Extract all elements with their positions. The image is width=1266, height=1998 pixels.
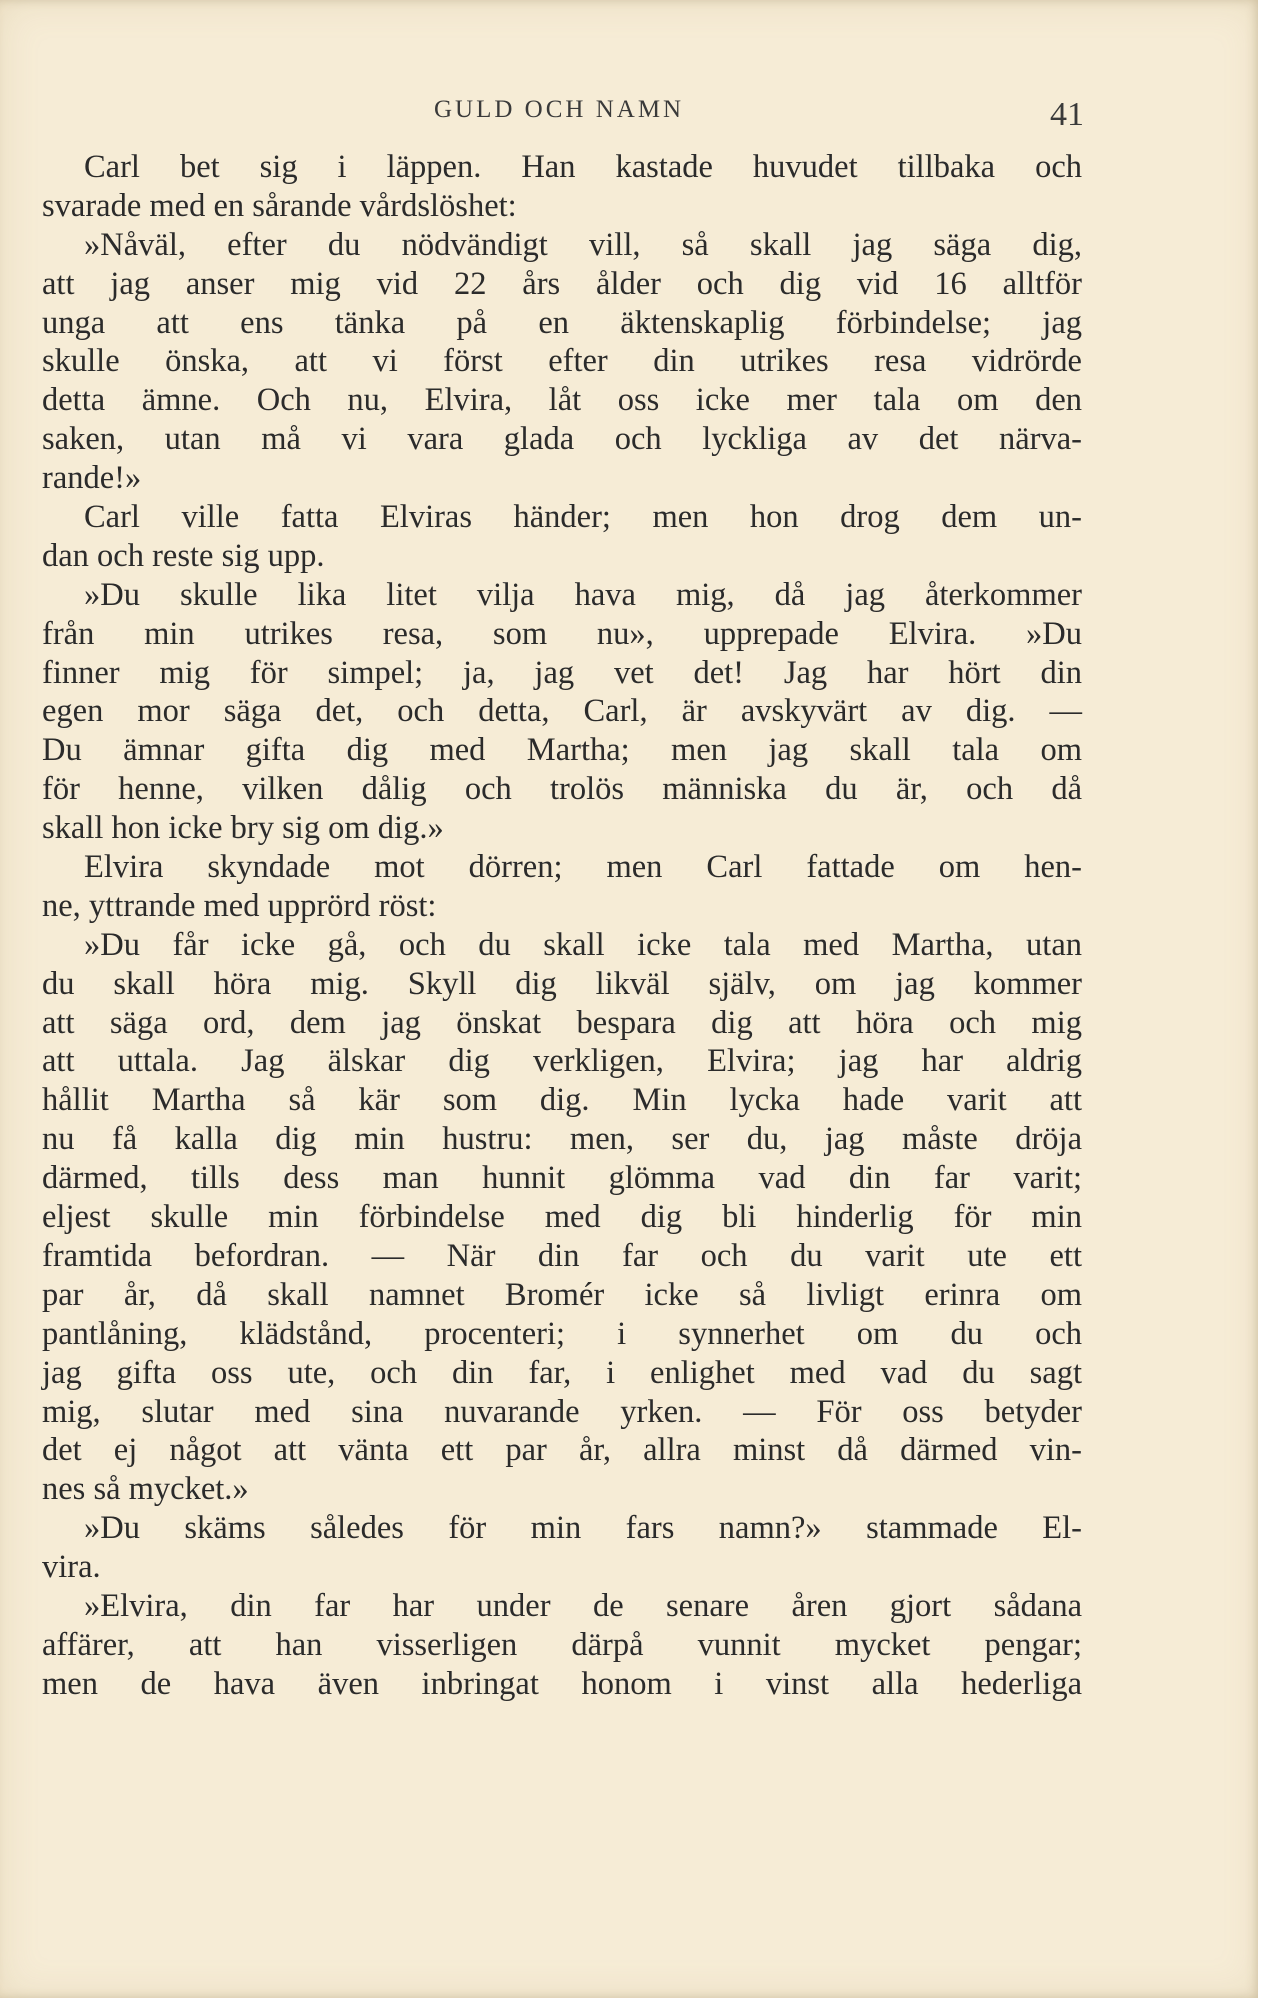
- text-line: ne, yttrande med upprörd röst:: [42, 887, 437, 924]
- text-line: rande!»: [42, 460, 142, 497]
- text-line: från min utrikes resa, som nu», upprepade Elvira. »Du: [42, 615, 1082, 652]
- text-line: detta ämne. Och nu, Elvira, låt oss icke mer tala om den: [42, 382, 1082, 419]
- text-line: framtida befordran. — När din far och du varit ute ett: [42, 1237, 1082, 1274]
- text-line: det ej något att vänta ett par år, allra minst då därmed vin-: [42, 1432, 1082, 1469]
- text-line: mig, slutar med sina nuvarande yrken. — För oss betyder: [42, 1393, 1082, 1430]
- text-line: Elvira skyndade mot dörren; men Carl fattade om hen-: [84, 849, 1082, 886]
- page-number: 41: [1050, 96, 1084, 133]
- running-title: GULD OCH NAMN: [434, 96, 685, 123]
- text-line: »Du får icke gå, och du skall icke tala med Martha, utan: [84, 926, 1082, 963]
- text-line: Carl bet sig i läppen. Han kastade huvudet tillbaka och: [84, 149, 1082, 185]
- text-line: svarade med en sårande vårdslöshet:: [42, 187, 517, 224]
- text-line: att jag anser mig vid 22 års ålder och dig vid 16 alltför: [42, 265, 1082, 302]
- page-header: [0, 96, 1262, 136]
- text-line: »Nåväl, efter du nödvändigt vill, så skall jag säga dig,: [84, 226, 1082, 263]
- text-line: eljest skulle min förbindelse med dig bli hinderlig för min: [42, 1199, 1082, 1236]
- text-line: finner mig för simpel; ja, jag vet det! Jag har hört din: [42, 654, 1082, 691]
- text-line: vira.: [42, 1549, 101, 1586]
- text-line: »Du skulle lika litet vilja hava mig, då jag återkommer: [84, 576, 1082, 613]
- text-line: skulle önska, att vi först efter din utrikes resa vidrörde: [42, 343, 1082, 380]
- text-line: men de hava även inbringat honom i vinst alla hederliga: [42, 1665, 1082, 1702]
- text-line: saken, utan må vi vara glada och lyckliga av det närva-: [42, 421, 1082, 458]
- text-line: nu få kalla dig min hustru: men, ser du, jag måste dröja: [42, 1121, 1082, 1158]
- text-line: Du ämnar gifta dig med Martha; men jag skall tala om: [42, 732, 1082, 769]
- text-line: dan och reste sig upp.: [42, 537, 325, 574]
- text-line: för henne, vilken dålig och trolös människa du är, och då: [42, 771, 1082, 808]
- page-edge: [1258, 0, 1262, 1998]
- text-line: jag gifta oss ute, och din far, i enlighet med vad du sagt: [42, 1354, 1082, 1391]
- text-line: därmed, tills dess man hunnit glömma vad din far varit;: [42, 1160, 1082, 1197]
- text-line: unga att ens tänka på en äktenskaplig förbindelse; jag: [42, 304, 1082, 341]
- body-text: [42, 148, 1082, 1704]
- text-line: par år, då skall namnet Bromér icke så livligt erinra om: [42, 1276, 1082, 1313]
- text-line: »Elvira, din far har under de senare åren gjort sådana: [84, 1587, 1082, 1624]
- text-line: egen mor säga det, och detta, Carl, är avskyvärt av dig. —: [42, 693, 1082, 730]
- text-line: affärer, att han visserligen därpå vunnit mycket pengar;: [42, 1626, 1082, 1663]
- text-line: du skall höra mig. Skyll dig likväl själv, om jag kommer: [42, 965, 1082, 1002]
- text-line: att säga ord, dem jag önskat bespara dig att höra och mig: [42, 1004, 1082, 1041]
- text-line: att uttala. Jag älskar dig verkligen, Elvira; jag har aldrig: [42, 1043, 1082, 1080]
- text-line: pantlåning, klädstånd, procenteri; i synnerhet om du och: [42, 1315, 1082, 1352]
- text-line: nes så mycket.»: [42, 1471, 249, 1508]
- text-line: Carl ville fatta Elviras händer; men hon drog dem un-: [84, 499, 1082, 536]
- text-line: »Du skäms således för min fars namn?» stammade El-: [84, 1510, 1082, 1547]
- text-line: skall hon icke bry sig om dig.»: [42, 810, 444, 847]
- text-line: hållit Martha så kär som dig. Min lycka hade varit att: [42, 1082, 1082, 1119]
